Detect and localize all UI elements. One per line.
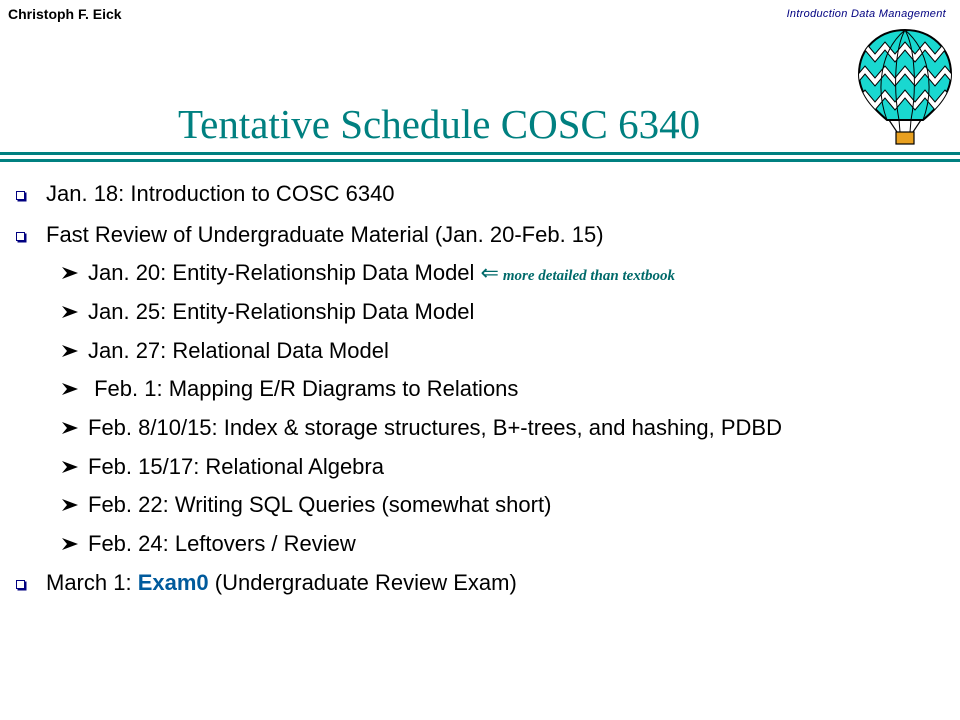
slide-title: Tentative Schedule COSC 6340: [178, 101, 701, 147]
arrowhead-bullet-icon: [60, 531, 80, 557]
title-rule-top: [0, 152, 960, 155]
title-rule-bottom: [0, 159, 960, 162]
square-bullet-icon: [16, 580, 25, 589]
schedule-subitem-text: Jan. 25: Entity-Relationship Data Model: [88, 299, 475, 324]
arrowhead-bullet-icon: [60, 260, 80, 286]
exam-date-text: March 1:: [46, 570, 138, 595]
hot-air-balloon-icon: [855, 28, 955, 148]
schedule-item-text: [46, 570, 517, 596]
schedule-subitem-text: Feb. 22: Writing SQL Queries (somewhat short): [88, 492, 552, 517]
square-bullet-icon: [16, 232, 25, 241]
schedule-item-text: Fast Review of Undergraduate Material (Jan. 20-Feb. 15): [46, 222, 604, 247]
schedule-subitem-text: Feb. 1: Mapping E/R Diagrams to Relations: [88, 376, 519, 401]
arrowhead-bullet-icon: [60, 454, 80, 480]
schedule-subitem-text: [88, 260, 675, 289]
arrowhead-bullet-icon: [60, 492, 80, 518]
arrowhead-bullet-icon: [60, 415, 80, 441]
textbook-note: more detailed than textbook: [502, 268, 675, 284]
square-bullet-icon: [16, 191, 25, 200]
course-name: Introduction Data Management: [786, 8, 946, 20]
schedule-subitem-text: Jan. 27: Relational Data Model: [88, 338, 389, 363]
exam-name: Exam0: [137, 570, 209, 595]
arrowhead-bullet-icon: [60, 376, 80, 402]
arrowhead-bullet-icon: [60, 299, 80, 325]
schedule-subitem-text: Feb. 15/17: Relational Algebra: [88, 454, 384, 479]
schedule-subitem-label: Jan. 20: Entity-Relationship Data Model: [88, 260, 475, 285]
left-arrow-icon: ⇐: [480, 260, 499, 285]
schedule-subitem-text: Feb. 24: Leftovers / Review: [88, 531, 356, 556]
author-name: Christoph F. Eick: [8, 6, 122, 22]
arrowhead-bullet-icon: [60, 338, 80, 364]
exam-description: (Undergraduate Review Exam): [208, 570, 517, 595]
schedule-subitem-text: Feb. 8/10/15: Index & storage structures, B+-trees, and hashing, PDBD: [88, 415, 782, 440]
schedule-item-text: Jan. 18: Introduction to COSC 6340: [46, 181, 395, 206]
